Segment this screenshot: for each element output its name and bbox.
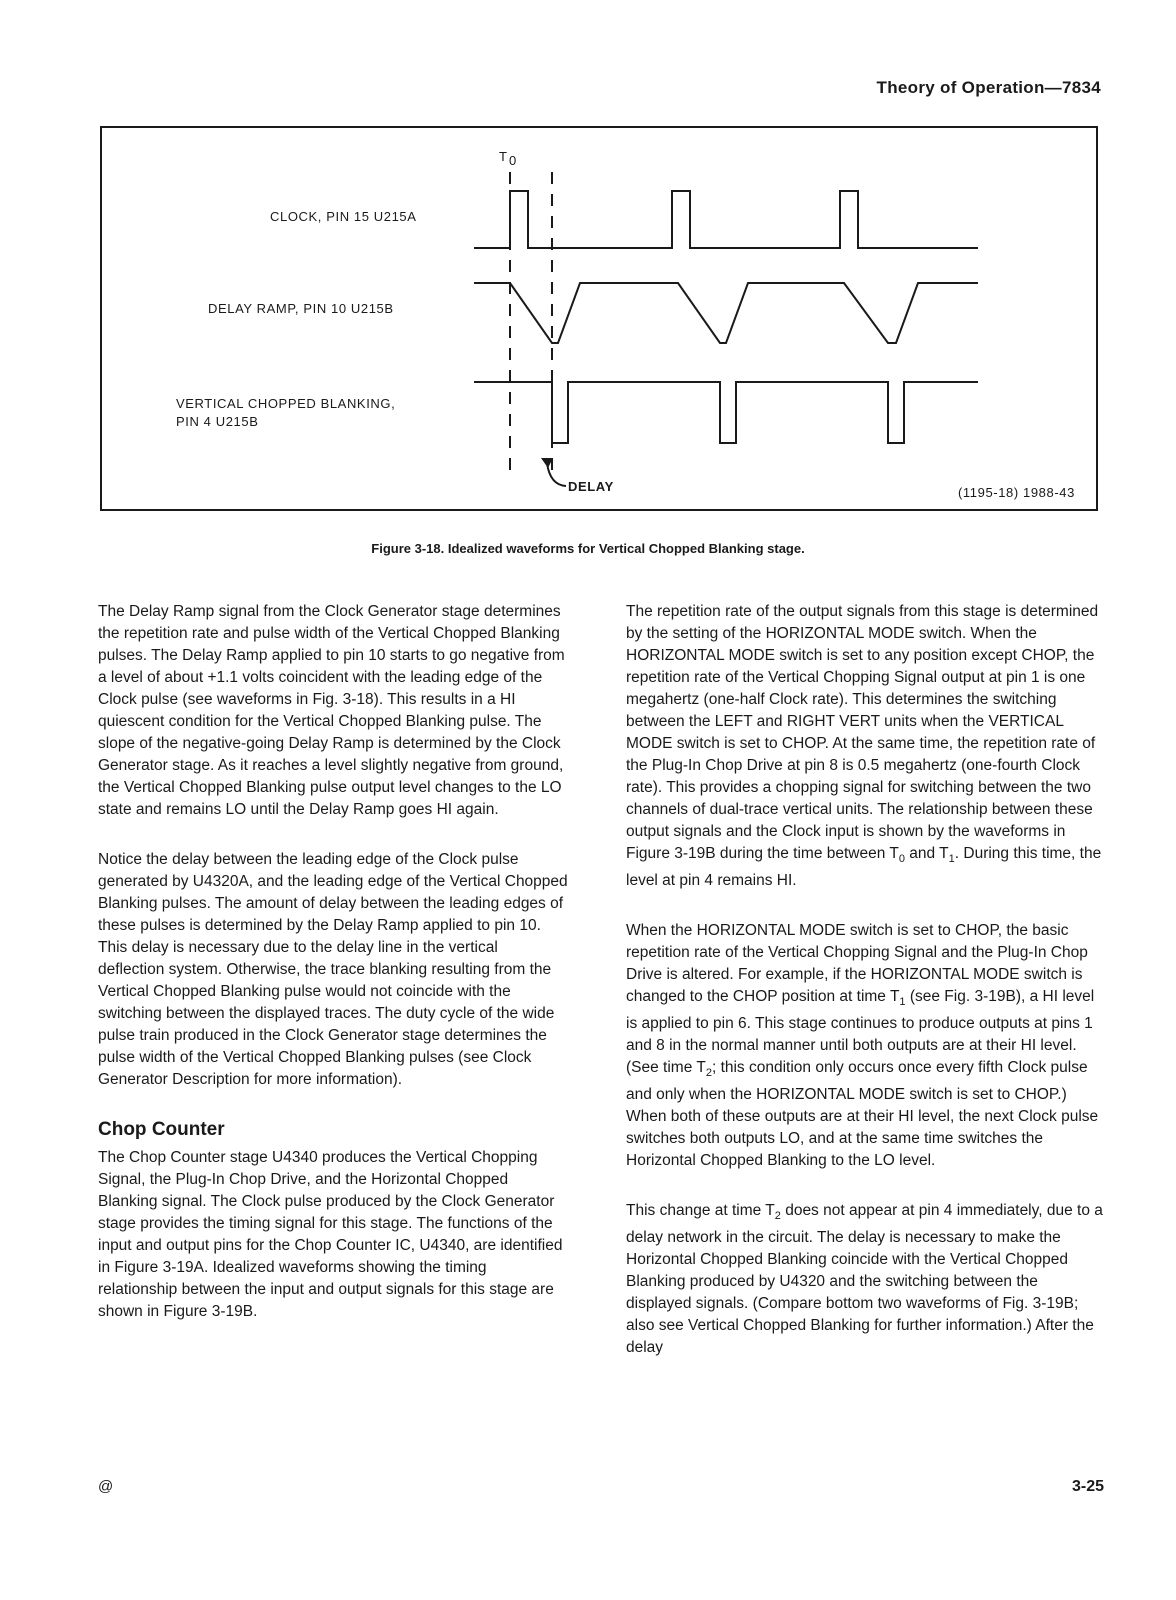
paragraph: Notice the delay between the leading edge of the Clock pulse generated by U4320A, and the leading edge of the Vertical Chopped Blanking pulses. The amount of delay between the leading edges of these pulses is determined by the Delay Ramp applied to pin 10. This delay is necessary due to the delay line in the vertical deflection system. Otherwise, the trace blanking resulting from the Vertical Chopped Blanking pulse would not coincide with the switching between the displayed traces. The duty cycle of the wide pulse train produced in the Clock Generator stage determines the pulse width of the Vertical Chopped Blanking pulses (see Clock Generator Description for more information). [98, 851, 568, 1088]
figure-reference-code: (1195-18) 1988-43 [958, 485, 1075, 500]
waveform-figure [100, 126, 1098, 511]
clock-waveform-label: CLOCK, PIN 15 U215A [270, 209, 417, 224]
page-header-title: Theory of Operation—7834 [876, 78, 1101, 97]
paragraph: The repetition rate of the output signals from this stage is determined by the setting of the HORIZONTAL MODE switch. When the HORIZONTAL MODE switch is set to any position except CHOP, the repetition rate of the Vertical Chopping Signal output at pin 1 is one megahertz (one-half Clock rate). This determines the switching between the LEFT and RIGHT VERT units when the VERTICAL MODE switch is set to CHOP. At the same time, the repetition rate of the Plug-In Chop Drive at pin 8 is 0.5 megahertz (one-fourth Clock rate). This provides a chopping signal for switching between the two channels of dual-trace vertical units. The relationship between these output signals and the Clock input is shown by the waveforms in Figure 3-19B during the time between $T_0$ and $T_1$. During this time, the level at pin 4 remains HI. [626, 603, 1102, 890]
waveform-diagram [102, 128, 1100, 513]
vertical-chopped-blanking-waveform [474, 382, 978, 443]
blanking-waveform-label-line2: PIN 4 U215B [176, 414, 259, 429]
t0-label: T [499, 149, 508, 164]
paragraph: This change at time $T_2$ does not appear at pin 4 immediately, due to a delay network in the circuit. The delay is necessary to make the Horizontal Chopped Blanking coincide with the Vertical Chopped Blanking produced by U4320 and the switching between the displayed signals. (Compare bottom two waveforms of Fig. 3-19B; also see Vertical Chopped Blanking for further information.) After the delay [626, 1202, 1103, 1357]
footer-copyright-symbol: @ [98, 1478, 114, 1495]
section-heading-chop-counter: Chop Counter [98, 1119, 225, 1140]
t0-subscript: 0 [509, 153, 517, 168]
right-text-column [626, 601, 1104, 1387]
blanking-waveform-label-line1: VERTICAL CHOPPED BLANKING, [176, 396, 396, 411]
delay-ramp-waveform [474, 283, 978, 343]
delay-label: DELAY [568, 479, 614, 494]
paragraph: The Delay Ramp signal from the Clock Generator stage determines the repetition rate and pulse width of the Vertical Chopped Blanking pulses. The Delay Ramp applied to pin 10 starts to go negative from a level of about +1.1 volts coincident with the leading edge of the Clock pulse (see waveforms in Fig. 3-18). This results in a HI quiescent condition for the Vertical Chopped Blanking pulse. The slope of the negative-going Delay Ramp is determined by the Clock Generator stage. As it reaches a level slightly negative from ground, the Vertical Chopped Blanking pulse output level changes to the LO state and remains LO until the Delay Ramp goes HI again. [98, 603, 565, 818]
clock-waveform [474, 191, 978, 248]
paragraph: When the HORIZONTAL MODE switch is set to CHOP, the basic repetition rate of the Vertical Chopping Signal and the Plug-In Chop Drive is altered. For example, if the HORIZONTAL MODE switch is changed to the CHOP position at time $T_1$ (see Fig. 3-19B), a HI level is applied to pin 6. This stage continues to produce outputs at pins 1 and 8 in the normal manner until both outputs are at their HI level. (See time $T_2$; this condition only occurs once every fifth Clock pulse and only when the HORIZONTAL MODE switch is set to CHOP.) When both of these outputs are at their HI level, the next Clock pulse switches both outputs LO, and at the same time switches the Horizontal Chopped Blanking to the LO level. [626, 922, 1099, 1170]
delay-arrow [547, 463, 566, 486]
delay-ramp-waveform-label: DELAY RAMP, PIN 10 U215B [208, 301, 394, 316]
paragraph: The Chop Counter stage U4340 produces the Vertical Chopping Signal, the Plug-In Chop Drive, and the Horizontal Chopped Blanking signal. The Clock pulse produced by the Clock Generator stage provides the timing signal for this stage. The functions of the input and output pins for the Chop Counter IC, U4340, are identified in Figure 3-19A. Idealized waveforms showing the timing relationship between the input and output signals for this stage are shown in Figure 3-19B. [98, 1149, 563, 1320]
left-text-column [98, 601, 568, 1351]
page-number: 3-25 [1071, 1478, 1104, 1495]
figure-caption: Figure 3-18. Idealized waveforms for Vertical Chopped Blanking stage. [371, 541, 805, 556]
